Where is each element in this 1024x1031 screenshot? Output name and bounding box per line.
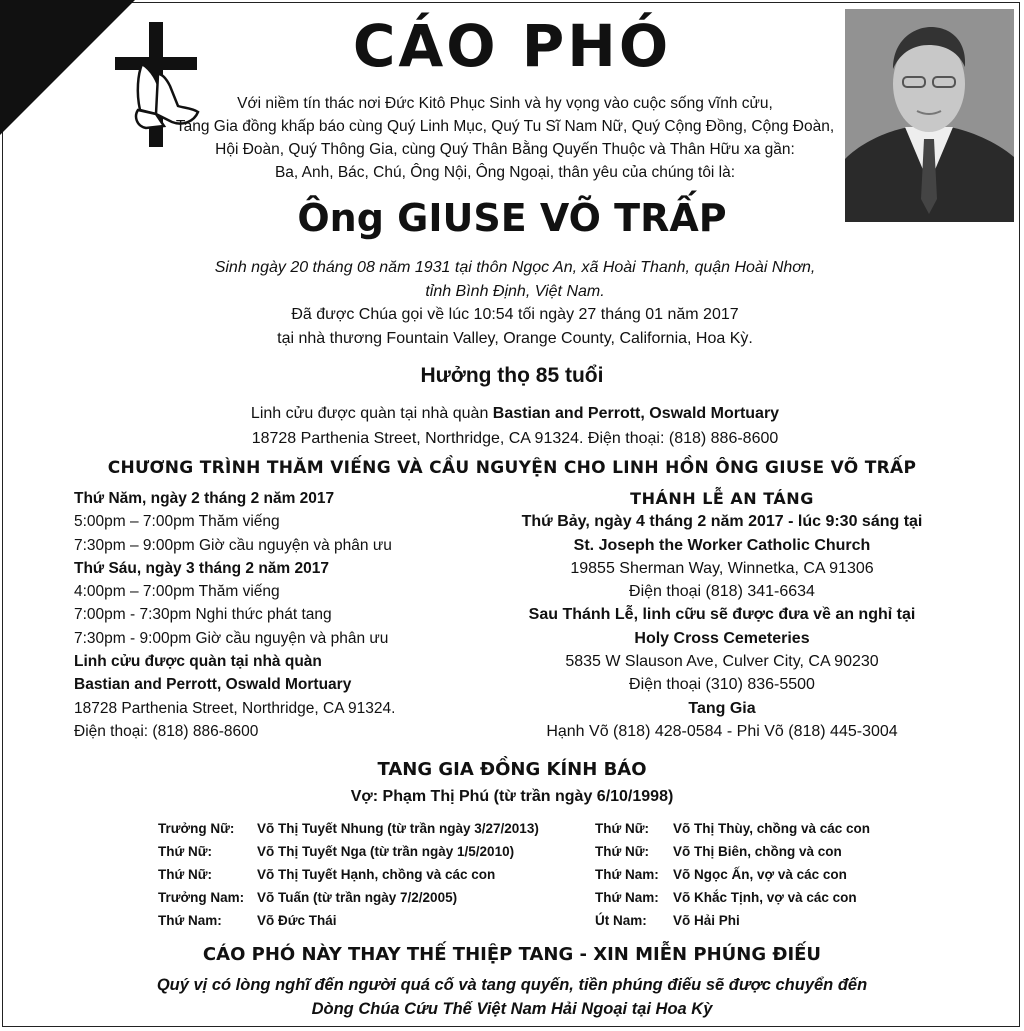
- family-role: Trưởng Nữ:: [158, 821, 235, 836]
- family-member-name: Võ Tuấn (từ trần ngày 7/2/2005): [257, 890, 458, 905]
- intro-line: Tang Gia đồng khấp báo cùng Quý Linh Mục, Quý Tu Sĩ Nam Nữ, Quý Cộng Đồng, Cộng Đoàn,: [175, 118, 835, 135]
- family-role: Thứ Nam:: [595, 890, 659, 905]
- deceased-name: Ông GIUSE VÕ TRẤP: [297, 196, 727, 240]
- mortuary-name: Bastian and Perrott, Oswald Mortuary: [492, 405, 780, 422]
- mass-info-line: 5835 W Slauson Ave, Culver City, CA 90230: [565, 653, 879, 671]
- family-role: Thứ Nam:: [158, 913, 222, 928]
- age-text: Hưởng thọ 85 tuổi: [420, 364, 604, 387]
- mortuary-address: 18728 Parthenia Street, Northridge, CA 91324. Điện thoại: (818) 886-8600: [251, 430, 779, 447]
- mass-info-line: THÁNH LỄ AN TÁNG: [630, 489, 814, 508]
- family-role: Thứ Nữ:: [595, 821, 650, 836]
- family-member-name: Võ Thị Tuyết Hạnh, chồng và các con: [257, 867, 496, 882]
- birth-line: tỉnh Bình Định, Việt Nam.: [425, 282, 605, 300]
- birth-death-info: [120, 256, 910, 350]
- schedule-line: 5:00pm – 7:00pm Thăm viếng: [74, 513, 280, 531]
- mass-info-line: 19855 Sherman Way, Winnetka, CA 91306: [570, 559, 874, 577]
- family-member-name: Võ Thị Tuyết Nhung (từ trần ngày 3/27/2013): [257, 821, 539, 836]
- portrait-image: [845, 9, 1014, 222]
- family-left-names: [257, 817, 587, 932]
- closing-text: [0, 973, 1024, 1021]
- schedule-line: 7:30pm – 9:00pm Giờ cầu nguyện và phân ưu: [74, 536, 392, 554]
- schedule-line: 7:30pm - 9:00pm Giờ cầu nguyện và phân ưu: [74, 629, 389, 647]
- mortuary-intro: Linh cửu được quàn tại nhà quàn: [250, 405, 493, 422]
- schedule-line: Thứ Sáu, ngày 3 tháng 2 năm 2017: [74, 559, 329, 577]
- mortuary-info: [120, 401, 910, 451]
- mass-info-line: Tang Gia: [688, 699, 756, 717]
- family-member-name: Võ Thị Biên, chồng và con: [673, 844, 842, 859]
- family-role: Thứ Nữ:: [158, 844, 213, 859]
- schedule-line: Điện thoại: (818) 886-8600: [74, 722, 259, 740]
- closing-line: Quý vị có lòng nghĩ đến người quá cố và tang quyến, tiền phúng điếu sẽ được chuyển đến: [156, 976, 868, 994]
- family-role: Thứ Nữ:: [595, 844, 650, 859]
- schedule-line: Linh cửu được quàn tại nhà quàn: [74, 653, 322, 671]
- family-member-name: Võ Đức Thái: [257, 913, 337, 928]
- family-role: Út Nam:: [595, 913, 647, 928]
- family-role: Thứ Nữ:: [158, 867, 213, 882]
- mortuary-line: [120, 401, 910, 426]
- program-title: CHƯƠNG TRÌNH THĂM VIẾNG VÀ CẦU NGUYỆN CHO LINH HỒN ÔNG GIUSE VÕ TRẤP: [107, 458, 917, 478]
- page-title: CÁO PHÓ: [352, 12, 672, 80]
- schedule-line: 18728 Parthenia Street, Northridge, CA 91324.: [74, 699, 396, 717]
- death-line: tại nhà thương Fountain Valley, Orange County, California, Hoa Kỳ.: [277, 329, 753, 347]
- spouse-line: Vợ: Phạm Thị Phú (từ trần ngày 6/10/1998): [350, 788, 674, 805]
- schedule-line: 4:00pm – 7:00pm Thăm viếng: [74, 583, 280, 601]
- visitation-schedule: [74, 487, 494, 743]
- family-role: Thứ Nam:: [595, 867, 659, 882]
- family-member-name: Võ Ngọc Ấn, vợ và các con: [673, 867, 847, 882]
- mass-info-line: Holy Cross Cemeteries: [634, 629, 810, 647]
- family-left-roles: [158, 817, 258, 932]
- schedule-line: Thứ Năm, ngày 2 tháng 2 năm 2017: [74, 490, 335, 507]
- notice-text: CÁO PHÓ NÀY THAY THẾ THIỆP TANG - XIN MIỄN PHÚNG ĐIẾU: [202, 944, 822, 965]
- portrait-photo: [845, 9, 1014, 222]
- mass-info-line: Thứ Bảy, ngày 4 tháng 2 năm 2017 - lúc 9:30 sáng tại: [521, 513, 923, 531]
- funeral-mass-info: [470, 487, 974, 743]
- family-title: TANG GIA ĐỒNG KÍNH BÁO: [377, 759, 647, 780]
- intro-line: Với niềm tín thác nơi Đức Kitô Phục Sinh và hy vọng vào cuộc sống vĩnh cửu,: [237, 95, 773, 112]
- mass-info-line: Điện thoại (310) 836-5500: [629, 676, 815, 694]
- intro-line: Ba, Anh, Bác, Chú, Ông Nội, Ông Ngoại, thân yêu của chúng tôi là:: [274, 164, 736, 181]
- family-member-name: Võ Thị Thùy, chồng và các con: [673, 821, 871, 836]
- mass-info-line: St. Joseph the Worker Catholic Church: [573, 536, 871, 554]
- intro-text: [160, 92, 850, 184]
- mass-info-line: Hạnh Võ (818) 428-0584 - Phi Võ (818) 445-3004: [546, 722, 898, 740]
- family-role: Trưởng Nam:: [158, 890, 245, 905]
- death-line: Đã được Chúa gọi về lúc 10:54 tối ngày 27 tháng 01 năm 2017: [291, 306, 739, 323]
- schedule-line: 7:00pm - 7:30pm Nghi thức phát tang: [74, 606, 332, 624]
- family-member-name: Võ Khắc Tịnh, vợ và các con: [673, 890, 857, 905]
- mass-info-line: Sau Thánh Lễ, linh cữu sẽ được đưa về an nghỉ tại: [528, 606, 916, 624]
- mass-info-line: Điện thoại (818) 341-6634: [629, 583, 815, 601]
- family-right-names: [673, 817, 923, 932]
- family-right-roles: [595, 817, 675, 932]
- family-member-name: Võ Hải Phi: [673, 913, 740, 928]
- closing-line: Dòng Chúa Cứu Thế Việt Nam Hải Ngoại tại Hoa Kỳ: [311, 1000, 713, 1018]
- family-member-name: Võ Thị Tuyết Nga (từ trần ngày 1/5/2010): [257, 844, 515, 859]
- intro-line: Hội Đoàn, Quý Thông Gia, cùng Quý Thân Bằng Quyến Thuộc và Thân Hữu xa gần:: [215, 141, 795, 158]
- schedule-line: Bastian and Perrott, Oswald Mortuary: [74, 676, 352, 694]
- birth-line: Sinh ngày 20 tháng 08 năm 1931 tại thôn Ngọc An, xã Hoài Thanh, quận Hoài Nhơn,: [214, 259, 816, 276]
